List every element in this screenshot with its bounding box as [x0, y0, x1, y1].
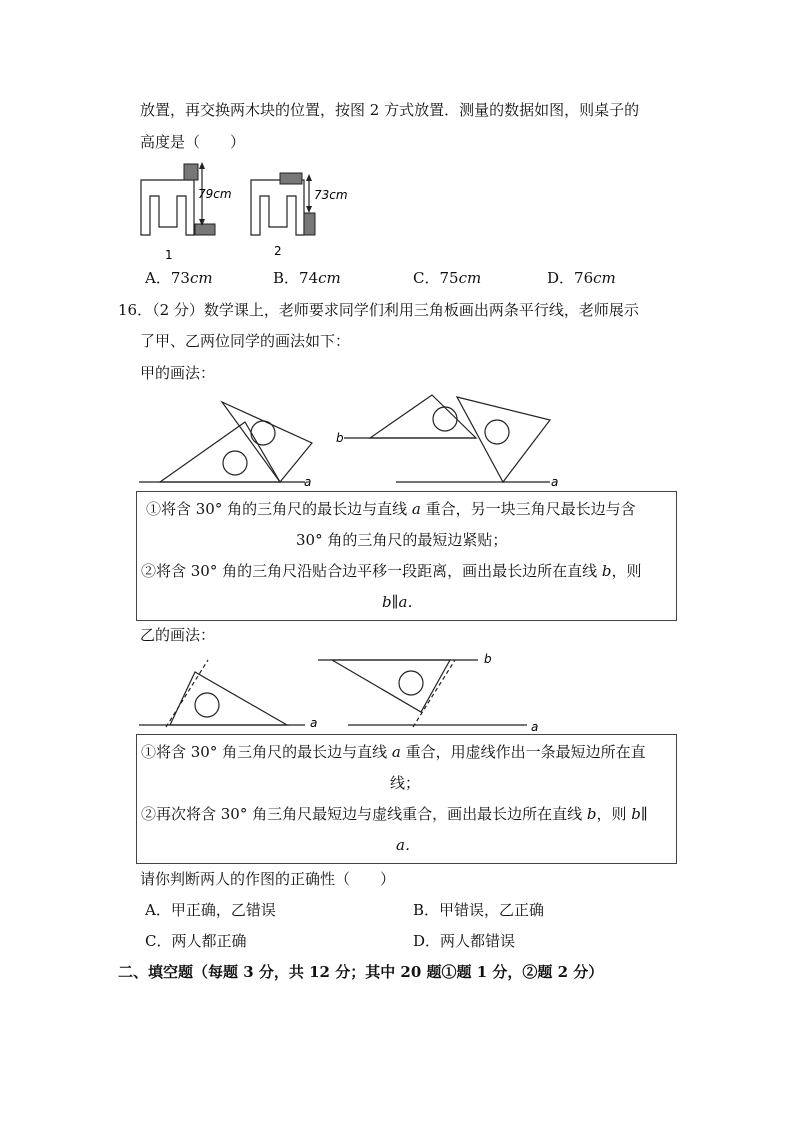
- q16-text-line1: 16．（2 分）数学课上，老师要求同学们利用三角板画出两条平行线，老师展示: [118, 301, 639, 319]
- q15-figure-1-measure: 79cm: [198, 187, 232, 201]
- q15-figure-2-caption: 2: [274, 244, 282, 258]
- q16-jia-line-a-right: a: [551, 475, 559, 489]
- q15-figure-1-caption: 1: [165, 248, 173, 262]
- q16-jia-title: 甲的画法：: [140, 364, 216, 382]
- q16-jia-box-line3: ②将含 30° 角的三角尺沿贴合边平移一段距离，画出最长边所在直线 b，则: [141, 562, 642, 580]
- q16-question: 请你判断两人的作图的正确性（ ）: [140, 870, 396, 888]
- q16-option-b: B．甲错误，乙正确: [413, 901, 545, 919]
- q15-text-line2: 高度是（ ）: [140, 133, 246, 151]
- q16-yi-box-line4: a．: [396, 836, 420, 854]
- q16-jia-line-a-left: a: [304, 475, 312, 489]
- q16-jia-line-b: b: [336, 431, 344, 445]
- q16-yi-line-b: b: [484, 652, 492, 666]
- q16-yi-box-line1: ①将含 30° 角三角尺的最长边与直线 a 重合，用虚线作出一条最短边所在直: [141, 743, 646, 761]
- q16-yi-title: 乙的画法：: [140, 626, 216, 644]
- q16-yi-line-a-left: a: [310, 716, 318, 730]
- q16-yi-box-line3: ②再次将含 30° 角三角尺最短边与虚线重合，画出最长边所在直线 b，则 b∥: [141, 805, 648, 823]
- q15-text-line1: 放置，再交换两木块的位置，按图 2 方式放置．测量的数据如图，则桌子的: [140, 101, 640, 119]
- q16-yi-line-a-right: a: [531, 720, 539, 734]
- section-2-heading: 二、填空题（每题 3 分，共 12 分；其中 20 题①题 1 分，②题 2 分）: [118, 963, 604, 981]
- q16-jia-box-line2: 30° 角的三角尺的最短边紧贴；: [296, 531, 508, 549]
- q16-jia-box-line4: b∥a．: [382, 593, 423, 611]
- q16-option-a: A．甲正确，乙错误: [145, 901, 276, 919]
- q15-option-b: B．74cm: [273, 269, 341, 287]
- q15-option-d: D．76cm: [547, 269, 616, 287]
- q16-jia-box-line1: ①将含 30° 角的三角尺的最长边与直线 a 重合，另一块三角尺最长边与含: [146, 500, 636, 518]
- q16-option-c: C．两人都正确: [145, 932, 247, 950]
- q16-option-d: D．两人都错误: [413, 932, 516, 950]
- q15-option-c: C．75cm: [413, 269, 482, 287]
- q15-figure-2-measure: 73cm: [314, 188, 348, 202]
- q16-yi-box-line2: 线；: [390, 774, 421, 792]
- q16-text-line2: 了甲、乙两位同学的画法如下：: [140, 332, 351, 350]
- q15-option-a: A．73cm: [145, 269, 213, 287]
